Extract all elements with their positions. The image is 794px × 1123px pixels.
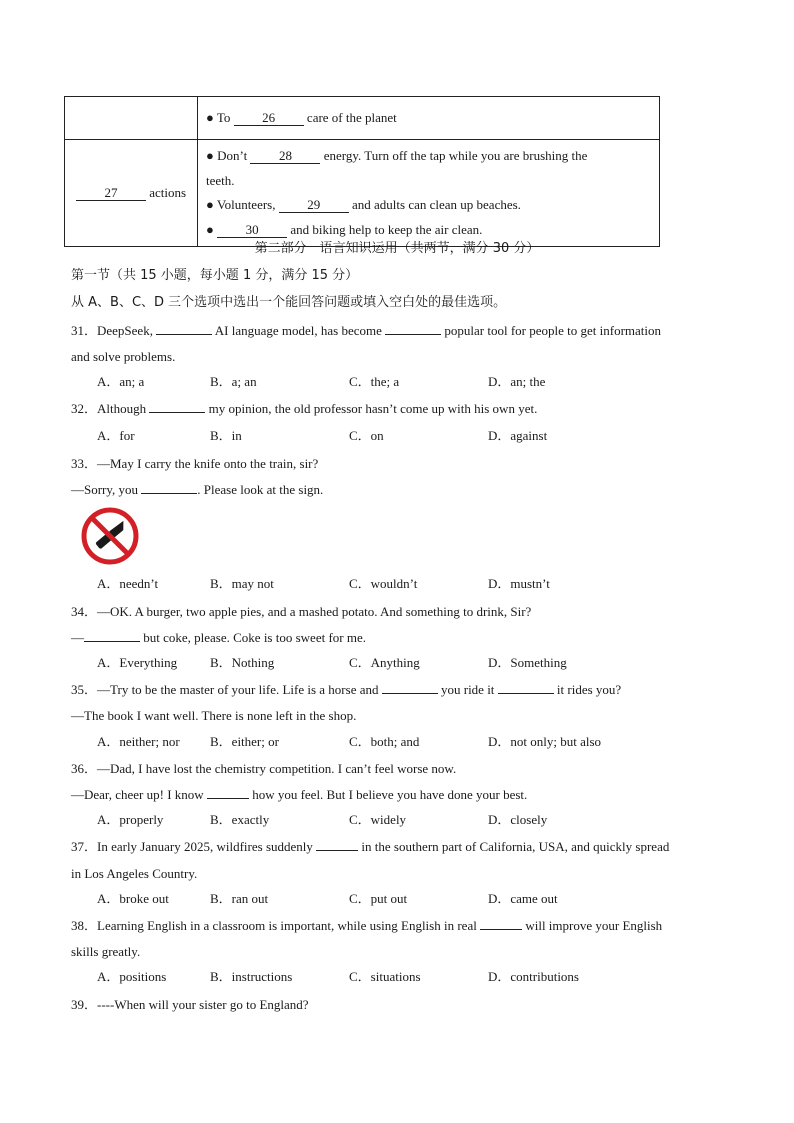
cell-text: energy. Turn off the tap while you are brushing the <box>323 148 588 163</box>
question-text: — <box>71 630 84 645</box>
question-text: popular tool for people to get information <box>444 323 662 338</box>
table-cell <box>198 97 660 140</box>
option-b[interactable]: B．exactly <box>210 812 270 827</box>
question-text: how you feel. But I believe you have done your best. <box>252 787 528 802</box>
answer-blank[interactable] <box>480 917 522 930</box>
options-38 <box>97 968 579 986</box>
bullet: ● <box>206 221 214 237</box>
question-text: in the southern part of California, USA, and quickly spread <box>361 839 670 854</box>
options-33 <box>97 575 550 593</box>
option-a[interactable]: A．Everything <box>97 655 178 670</box>
part-title: 第二部分 语言知识运用（共两节，满分 30 分） <box>254 241 540 256</box>
question-text: 31．DeepSeek, <box>71 323 153 338</box>
option-a[interactable]: A．neither; nor <box>97 734 180 749</box>
option-a[interactable]: A．needn’t <box>97 576 159 591</box>
option-b[interactable]: B．ran out <box>210 891 269 906</box>
option-a[interactable]: A．broke out <box>97 891 169 906</box>
blank-26[interactable]: 26 <box>234 111 304 126</box>
option-c[interactable]: C．widely <box>349 812 407 827</box>
cell-text: To <box>216 109 231 125</box>
option-b[interactable]: B．may not <box>210 576 274 591</box>
answer-blank[interactable] <box>385 322 441 335</box>
question-text: 39．----When will your sister go to England? <box>71 997 309 1012</box>
options-37 <box>97 890 558 908</box>
bullet: ● <box>206 197 214 212</box>
answer-blank[interactable] <box>207 786 249 799</box>
question-text: 33．—May I carry the knife onto the train, sir? <box>71 456 319 471</box>
blank-29[interactable]: 29 <box>279 198 349 213</box>
option-d[interactable]: D．contributions <box>488 969 579 984</box>
option-d[interactable]: D．an; the <box>488 374 546 389</box>
question-text: but coke, please. Coke is too sweet for me. <box>143 630 366 645</box>
option-c[interactable]: C．the; a <box>349 374 400 389</box>
list-item <box>206 193 651 218</box>
table-cell <box>65 140 198 247</box>
option-c[interactable]: C．wouldn’t <box>349 576 418 591</box>
answer-blank[interactable] <box>84 629 140 642</box>
question-text: it rides you? <box>556 682 622 697</box>
no-knife-sign-icon <box>80 506 140 566</box>
question-text: —The book I want well. There is none left in the shop. <box>71 708 357 723</box>
option-a[interactable]: A．for <box>97 428 135 443</box>
options-34 <box>97 654 567 672</box>
option-b[interactable]: B．either; or <box>210 734 279 749</box>
cell-text: Volunteers, <box>216 197 276 212</box>
question-33-reply <box>71 481 323 499</box>
question-text: —Dear, cheer up! I know <box>71 787 204 802</box>
blank-28[interactable]: 28 <box>250 149 320 164</box>
instruction: 从 A、B、C、D 三个选项中选出一个能回答问题或填入空白处的最佳选项。 <box>71 295 507 310</box>
options-32 <box>97 427 547 445</box>
options-36 <box>97 811 547 829</box>
question-32 <box>71 400 537 418</box>
question-text: 35．—Try to be the master of your life. Life is a horse and <box>71 682 379 697</box>
answer-blank[interactable] <box>316 838 358 851</box>
question-text: 34．—OK. A burger, two apple pies, and a mashed potato. And something to drink, Sir? <box>71 604 532 619</box>
answer-blank[interactable] <box>498 681 554 694</box>
cell-text: actions <box>149 185 187 200</box>
option-d[interactable]: D．mustn’t <box>488 576 550 591</box>
question-text: will improve your English <box>525 918 663 933</box>
question-38 <box>71 917 662 935</box>
answer-blank[interactable] <box>141 481 197 494</box>
table-row <box>65 140 660 247</box>
option-a[interactable]: A．positions <box>97 969 167 984</box>
answer-blank[interactable] <box>149 400 205 413</box>
question-text: 32．Although <box>71 401 147 416</box>
option-c[interactable]: C．situations <box>349 969 421 984</box>
answer-blank[interactable] <box>382 681 438 694</box>
list-item <box>206 144 651 193</box>
question-35 <box>71 681 621 699</box>
option-c[interactable]: C．put out <box>349 891 408 906</box>
question-text: you ride it <box>440 682 495 697</box>
question-text: 37．In early January 2025, wildfires suddenly <box>71 839 313 854</box>
question-text: skills greatly. <box>71 944 141 959</box>
answer-blank[interactable] <box>156 322 212 335</box>
options-35 <box>97 733 601 751</box>
options-31 <box>97 373 545 391</box>
option-c[interactable]: C．Anything <box>349 655 420 670</box>
question-text: 36．—Dad, I have lost the chemistry competition. I can’t feel worse now. <box>71 761 457 776</box>
option-b[interactable]: B．a; an <box>210 374 257 389</box>
question-text: and solve problems. <box>71 349 176 364</box>
list-item <box>206 218 651 243</box>
option-a[interactable]: A．an; a <box>97 374 145 389</box>
bullet: ● <box>206 148 214 163</box>
option-a[interactable]: A．properly <box>97 812 164 827</box>
cell-text: care of the planet <box>306 109 397 125</box>
section-title: 第一节（共 15 小题，每小题 1 分，满分 15 分） <box>71 268 359 283</box>
option-d[interactable]: D．not only; but also <box>488 734 602 749</box>
bullet: ● <box>206 109 214 125</box>
activities-table <box>64 96 660 247</box>
question-text: my opinion, the old professor hasn’t come up with his own yet. <box>208 401 538 416</box>
question-text: in Los Angeles Country. <box>71 866 198 881</box>
question-31 <box>71 322 661 340</box>
option-c[interactable]: C．both; and <box>349 734 420 749</box>
option-d[interactable]: D．closely <box>488 812 548 827</box>
blank-27[interactable]: 27 <box>76 186 146 201</box>
table-row <box>65 97 660 140</box>
option-c[interactable]: C．on <box>349 428 384 443</box>
blank-30[interactable]: 30 <box>217 223 287 238</box>
option-d[interactable]: D．against <box>488 428 548 443</box>
cell-text: and adults can clean up beaches. <box>352 197 521 212</box>
table-cell <box>198 140 660 247</box>
cell-text: and biking help to keep the air clean. <box>290 221 483 237</box>
question-text: AI language model, has become <box>214 323 382 338</box>
table-cell-empty <box>65 97 198 140</box>
option-d[interactable]: D．came out <box>488 891 558 906</box>
option-b[interactable]: B．Nothing <box>210 655 275 670</box>
cell-text: teeth. <box>206 172 235 188</box>
option-d[interactable]: D．Something <box>488 655 567 670</box>
question-34-reply <box>71 629 366 647</box>
question-text: —Sorry, you <box>71 482 139 497</box>
question-37 <box>71 838 669 856</box>
option-b[interactable]: B．instructions <box>210 969 293 984</box>
question-36-reply <box>71 786 527 804</box>
option-b[interactable]: B．in <box>210 428 242 443</box>
cell-text: Don’t <box>217 148 248 163</box>
question-text: . Please look at the sign. <box>197 482 324 497</box>
question-text: 38．Learning English in a classroom is important, while using English in real <box>71 918 477 933</box>
